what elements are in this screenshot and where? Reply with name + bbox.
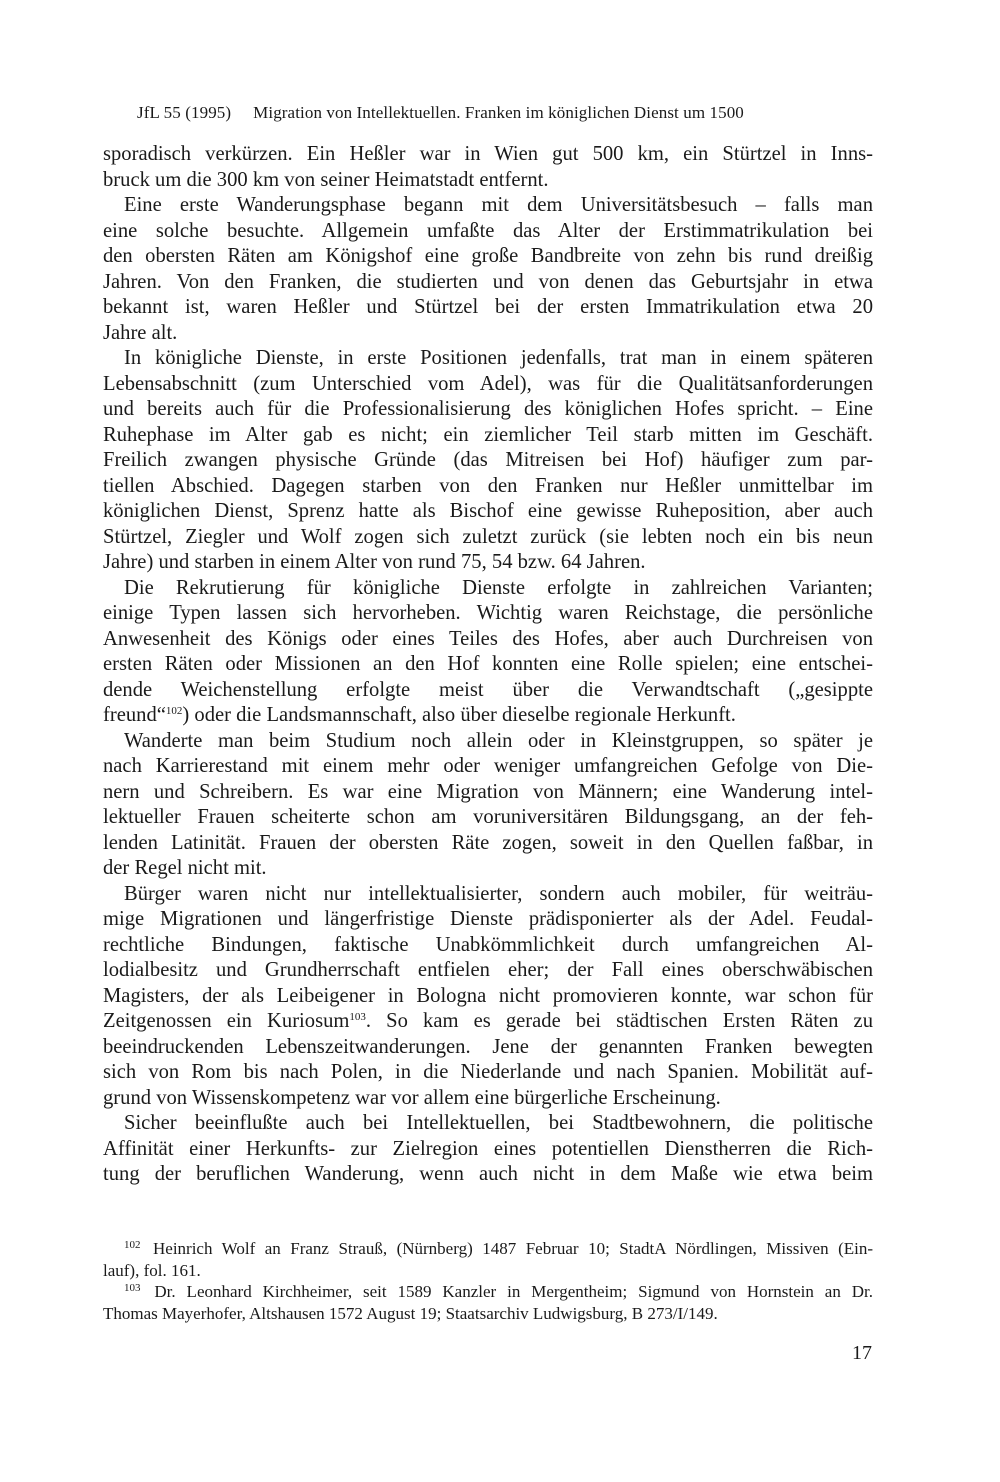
text-line: lektueller Frauen scheiterte schon am voruniversitären Bildungsgang, an der feh- [103,806,873,828]
footnote-103-continuation: Thomas Mayerhofer, Altshausen 1572 August 19; Staatsarchiv Ludwigsburg, B 273/I/149. [103,1303,718,1323]
text-line: Anwesenheit des Königs oder eines Teiles des Hofes, aber auch Durchreisen von [103,627,873,650]
footnote-reference-103[interactable]: 103 [349,1011,366,1023]
text-line: mige Migrationen und längerfristige Dienste prädisponierter als der Adel. Feudal- [103,908,873,930]
text-line-paragraph-start: In königliche Dienste, in erste Positionen jedenfalls, trat man in einem späteren [124,347,873,369]
text-line: dende Weichenstellung erfolgte meist über die Verwandtschaft („gesippte [103,678,873,701]
text-line: Magisters, der als Leibeigener in Bologna nicht promovieren konnte, war schon für [103,984,873,1007]
text-line: Affinität einer Herkunfts- zur Zielregion eines potentiellen Dienstherren die Rich- [103,1137,873,1160]
text-line-paragraph-start: Eine erste Wanderungsphase begann mit dem Universitätsbesuch – falls man [124,194,873,216]
text-line: nach Karrierestand mit einem mehr oder weniger umfangreichen Gefolge von Die- [103,755,873,777]
text-line-paragraph-start: Wanderte man beim Studium noch allein oder in Kleinstgruppen, so später je [124,729,873,752]
text-line: Lebensabschnitt (zum Unterschied vom Adel), was für die Qualitätsanforderungen [103,372,873,395]
text-line: lodialbesitz und Grundherrschaft entfielen eher; der Fall eines oberschwäbischen [103,959,873,981]
footnote-reference-102[interactable]: 102 [165,705,183,717]
running-head [137,103,744,123]
text-line: eine solche besuchte. Allgemein umfaßte das Alter der Erstimmatrikulation bei [103,219,873,242]
text-line: Jahre) und starben in einem Alter von rund 75, 54 bzw. 64 Jahren. [103,551,646,573]
text-line-with-reference: Zeitgenossen ein Kuriosum$^{103}$. So kam es gerade bei städtischen Ersten Räten zu [103,1010,873,1032]
footnote-102: $^{102}$ Heinrich Wolf an Franz Strauß, (Nürnberg) 1487 Februar 10; StadtA Nördlingen, Missiven (Ein- [124,1239,874,1258]
text-line: Jahre alt. [103,321,178,344]
text-line: Jahren. Von den Franken, die studierten und von denen das Geburtsjahr in etwa [103,270,873,293]
footnote-103: $^{103}$ Dr. Leonhard Kirchheimer, seit 1589 Kanzler in Mergentheim; Sigmund von Hornstein an Dr. [124,1282,873,1301]
text-line: Freilich zwangen physische Gründe (das Mitreisen bei Hof) häufiger zum par- [103,449,873,471]
text-line: tiellen Abschied. Dagegen starben von den Franken nur Heßler unmittelbar im [103,474,873,497]
text-line-paragraph-start: Die Rekrutierung für königliche Dienste erfolgte in zahlreichen Varianten; [124,576,873,599]
text-line: Stürtzel, Ziegler und Wolf zogen sich zuletzt zurück (sie lebten noch ein bis neun [103,525,873,548]
page-number: 17 [852,1342,872,1364]
footnote-102-continuation: lauf), fol. 161. [103,1260,201,1280]
footnote-number: 102 [124,1239,141,1251]
journal-reference: JfL 55 (1995) [137,103,232,122]
running-title: Migration von Intellektuellen. Franken im königlichen Dienst um 1500 [253,103,744,122]
text-line-paragraph-start: Sicher beeinflußte auch bei Intellektuellen, bei Stadtbewohnern, die politische [124,1112,873,1134]
footnotes [103,1238,873,1324]
text-line-with-reference: freund“$^{102}$) oder die Landsmannschaft, also über dieselbe regionale Herkunft. [103,704,736,726]
text-line: der Regel nicht mit. [103,857,267,879]
text-line: Ruhephase im Alter gab es nicht; ein ziemlicher Teil starb mitten im Geschäft. [103,423,873,446]
body-text [103,142,873,1188]
text-line: königlichen Dienst, Sprenz hatte als Bischof eine gewisse Ruheposition, aber auch [103,500,873,522]
text-line: nern und Schreibern. Es war eine Migration von Männern; eine Wanderung intel- [103,780,873,803]
text-line: bekannt ist, waren Heßler und Stürtzel bei der ersten Immatrikulation etwa 20 [103,296,873,318]
footnote-number: 103 [124,1282,141,1294]
text-line: sich von Rom bis nach Polen, in die Niederlande und nach Spanien. Mobilität auf- [103,1061,873,1083]
text-line: und bereits auch für die Professionalisierung des königlichen Hofes spricht. – Eine [103,398,873,420]
text-line: rechtliche Bindungen, faktische Unabkömmlichkeit durch umfangreichen Al- [103,933,873,956]
text-line: tung der beruflichen Wanderung, wenn auch nicht in dem Maße wie etwa beim [103,1163,873,1185]
text-line: lenden Latinität. Frauen der obersten Räte zogen, soweit in den Quellen faßbar, in [103,831,873,854]
text-line-paragraph-start: Bürger waren nicht nur intellektualisierter, sondern auch mobiler, für weiträu- [124,882,873,905]
text-line: beeindruckenden Lebenszeitwanderungen. Jene der genannten Franken bewegten [103,1035,873,1058]
text-line: grund von Wissenskompetenz war vor allem eine bürgerliche Erscheinung. [103,1086,721,1109]
text-line: ersten Räten oder Missionen an den Hof konnten eine Rolle spielen; eine entschei- [103,653,873,675]
text-line: sporadisch verkürzen. Ein Heßler war in Wien gut 500 km, ein Stürtzel in Inns- [103,143,873,165]
text-line: den obersten Räten am Königshof eine große Bandbreite von zehn bis rund dreißig [103,245,873,267]
text-line: bruck um die 300 km von seiner Heimatstadt entfernt. [103,168,549,191]
text-line: einige Typen lassen sich hervorheben. Wichtig waren Reichstage, die persönliche [103,602,873,624]
